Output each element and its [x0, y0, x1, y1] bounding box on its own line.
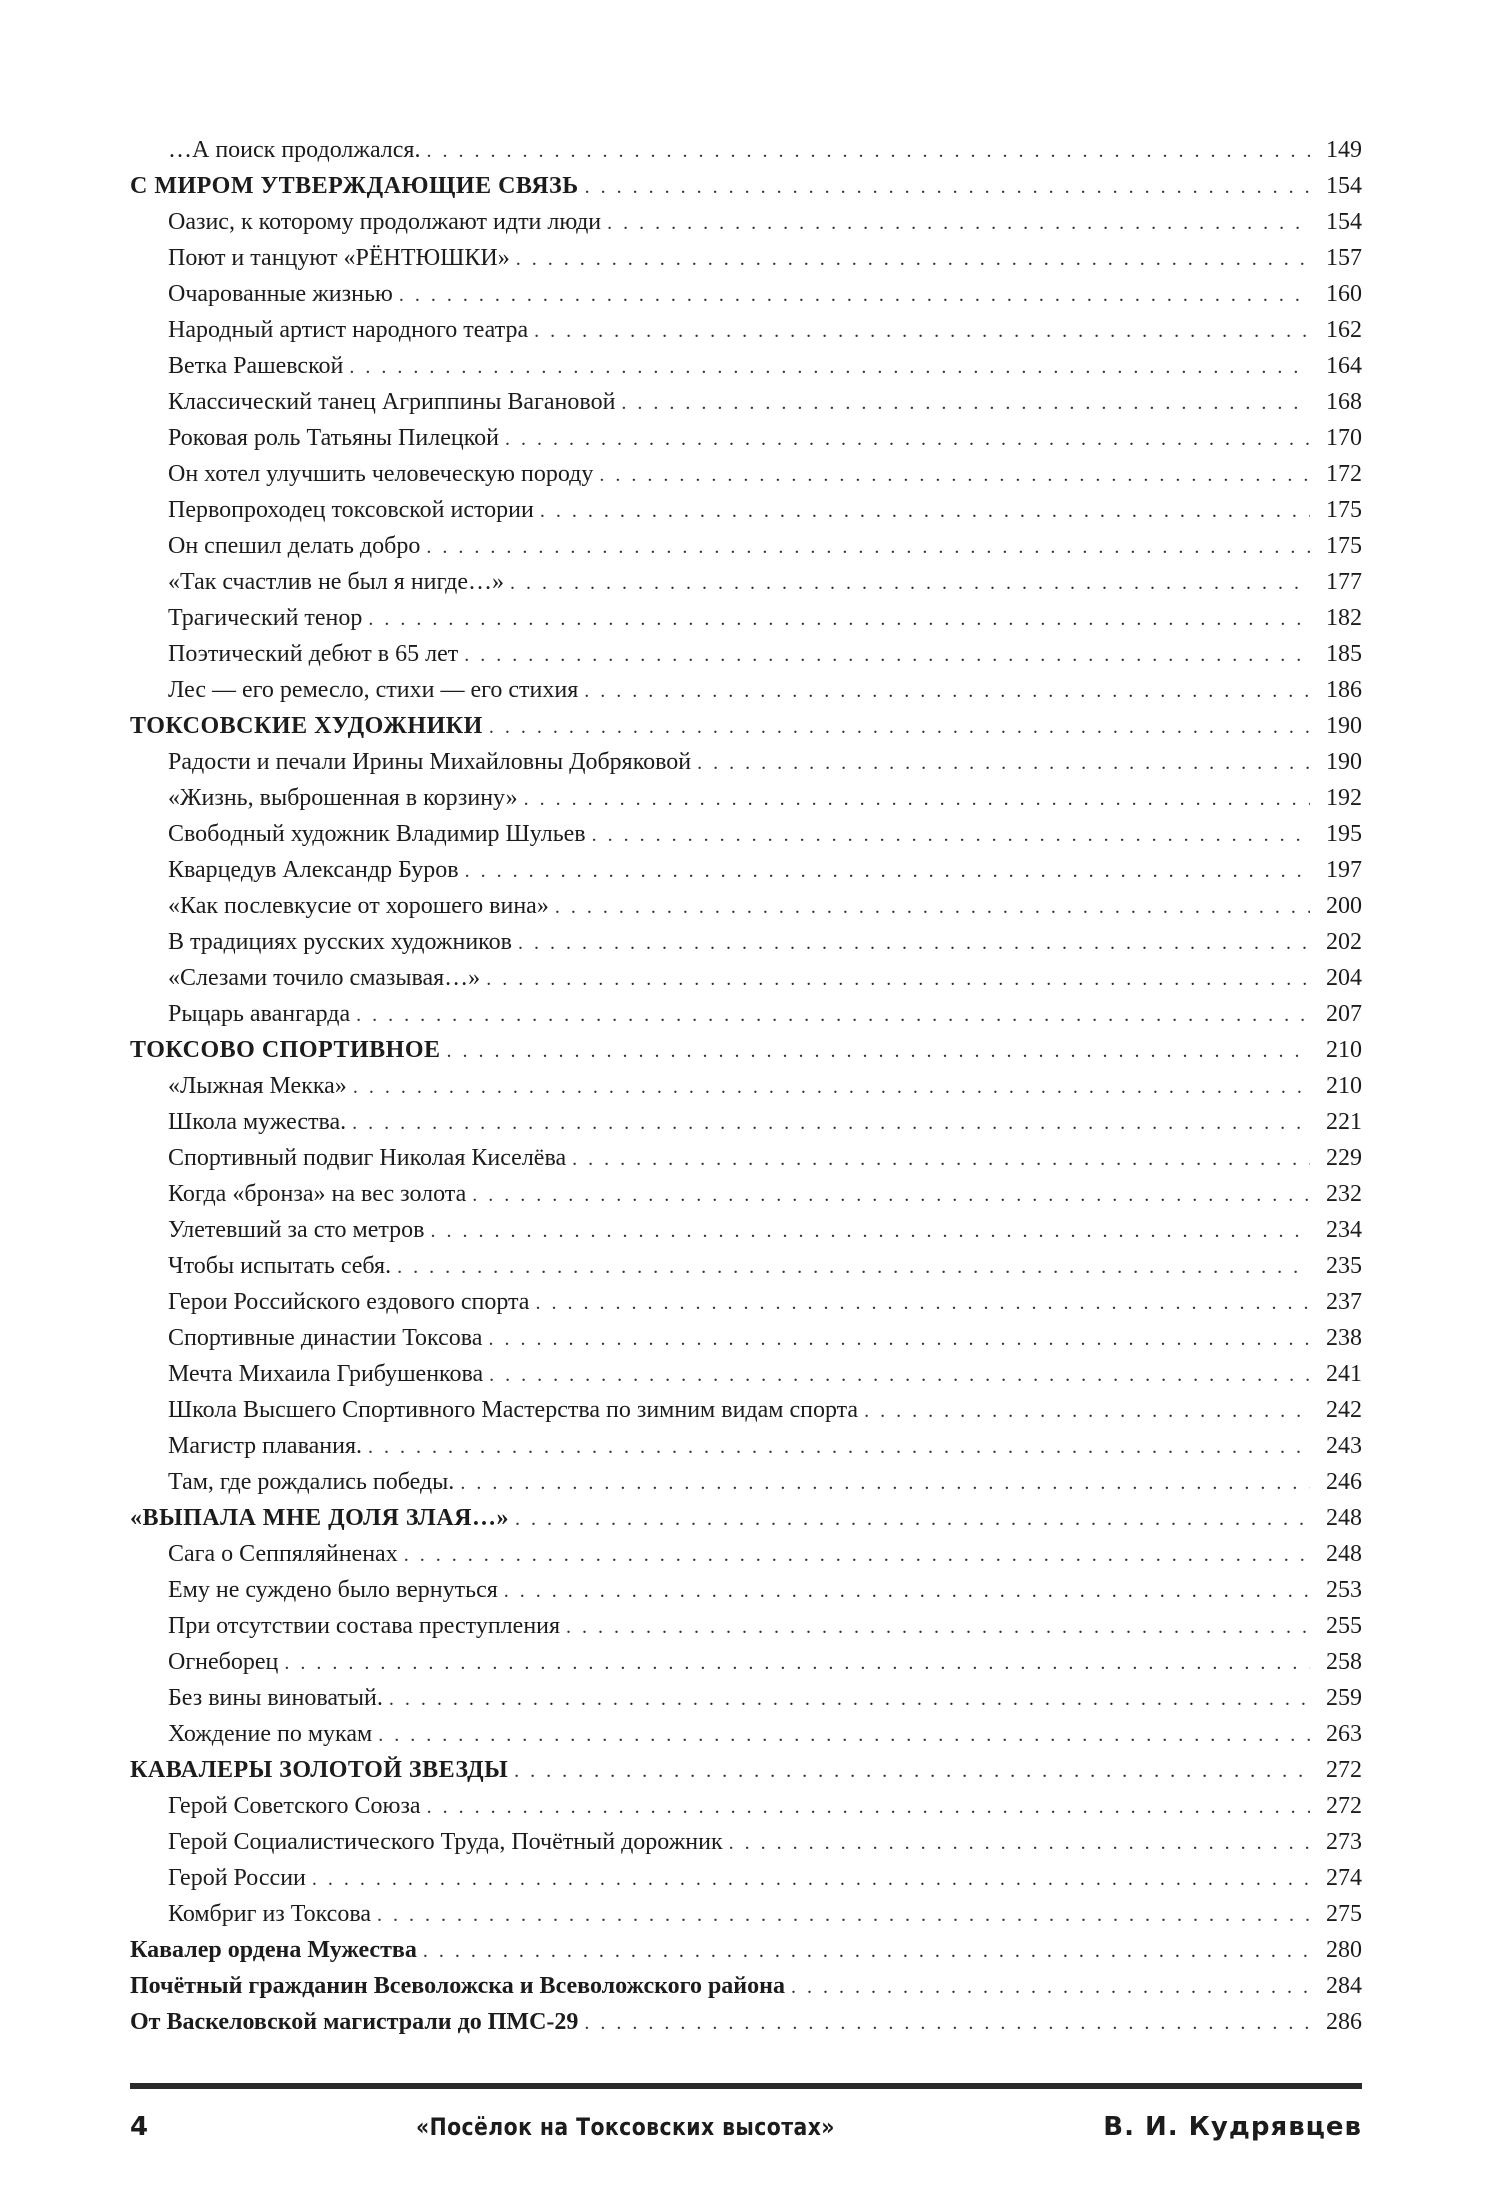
- toc-entry-title: Школа мужества.: [168, 1109, 347, 1135]
- dot-leader: [426, 529, 1310, 565]
- toc-entry-page: 192: [1326, 785, 1362, 811]
- toc-entry-page: 242: [1326, 1397, 1362, 1423]
- toc-entry-page: 248: [1326, 1505, 1362, 1531]
- toc-entry: [130, 1212, 1362, 1248]
- toc-entry-title: Когда «бронза» на вес золота: [168, 1181, 467, 1207]
- toc-entry-page: 241: [1326, 1361, 1362, 1387]
- toc-entry-title: Радости и печали Ирины Михайловны Добряковой: [168, 749, 692, 775]
- toc-entry: [130, 1968, 1362, 2004]
- dot-leader: [312, 1861, 1310, 1897]
- dot-leader: [465, 853, 1310, 889]
- toc-entry-page: 157: [1326, 245, 1362, 271]
- toc-entry-title: Рыцарь авангарда: [168, 1001, 351, 1027]
- toc-entry-page: 190: [1326, 713, 1362, 739]
- dot-leader: [516, 241, 1310, 277]
- toc-entry: [130, 672, 1362, 708]
- toc-entry-title: Школа Высшего Спортивного Мастерства по зимним видам спорта: [168, 1397, 859, 1423]
- toc-entry: [130, 1140, 1362, 1176]
- dot-leader: [352, 1105, 1310, 1141]
- toc-entry: [130, 2004, 1362, 2040]
- toc-entry-page: 186: [1326, 677, 1362, 703]
- toc-entry-title: КАВАЛЕРЫ ЗОЛОТОЙ ЗВЕЗДЫ: [130, 1757, 509, 1783]
- dot-leader: [378, 1717, 1310, 1753]
- toc-entry-page: 182: [1326, 605, 1362, 631]
- dot-leader: [368, 601, 1310, 637]
- toc-entry-page: 175: [1326, 533, 1362, 559]
- toc-entry-title: Чтобы испытать себя.: [168, 1253, 392, 1279]
- toc-entry-page: 273: [1326, 1829, 1362, 1855]
- footer-rule: [130, 2083, 1362, 2089]
- dot-leader: [585, 169, 1310, 205]
- dot-leader: [729, 1825, 1310, 1861]
- toc-entry-page: 177: [1326, 569, 1362, 595]
- dot-leader: [356, 997, 1310, 1033]
- toc-entry-page: 255: [1326, 1613, 1362, 1639]
- toc-entry: [130, 384, 1362, 420]
- toc-entry-title: Он хотел улучшить человеческую породу: [168, 461, 594, 487]
- toc-entry: [130, 1176, 1362, 1212]
- book-title: «Посёлок на Токсовских высотах»: [416, 2113, 836, 2141]
- toc-entry-page: 168: [1326, 389, 1362, 415]
- toc-entry-page: 172: [1326, 461, 1362, 487]
- toc-entry-title: Поют и танцуют «РЁНТЮШКИ»: [168, 245, 510, 271]
- toc-entry-page: 175: [1326, 497, 1362, 523]
- toc-entry-title: Герой Социалистического Труда, Почётный дорожник: [168, 1829, 723, 1855]
- toc-entry-title: Мечта Михаила Грибушенкова: [168, 1361, 484, 1387]
- dot-leader: [397, 1249, 1310, 1285]
- toc-entry-page: 238: [1326, 1325, 1362, 1351]
- toc-entry-title: Огнеборец: [168, 1649, 279, 1675]
- toc-entry-title: «Так счастлив не был я нигде…»: [168, 569, 505, 595]
- dot-leader: [368, 1429, 1310, 1465]
- toc-entry-page: 263: [1326, 1721, 1362, 1747]
- toc-entry: [130, 600, 1362, 636]
- toc-entry-title: Улетевший за сто метров: [168, 1217, 425, 1243]
- dot-leader: [592, 817, 1310, 853]
- toc-entry: [130, 1716, 1362, 1752]
- dot-leader: [426, 133, 1310, 169]
- toc-entry: [130, 996, 1362, 1032]
- dot-leader: [540, 493, 1310, 529]
- toc-entry: [130, 1392, 1362, 1428]
- toc-entry: [130, 1032, 1362, 1068]
- toc-entry-page: 275: [1326, 1901, 1362, 1927]
- dot-leader: [572, 1141, 1310, 1177]
- dot-leader: [389, 1681, 1310, 1717]
- toc-entry-page: 200: [1326, 893, 1362, 919]
- toc-entry-page: 286: [1326, 2009, 1362, 2035]
- toc-entry: [130, 744, 1362, 780]
- toc-entry: [130, 924, 1362, 960]
- toc-entry-title: Сага о Сеппяляйненах: [168, 1541, 398, 1567]
- dot-leader: [514, 1753, 1310, 1789]
- toc-entry: [130, 888, 1362, 924]
- toc-entry-page: 195: [1326, 821, 1362, 847]
- toc-entry: [130, 1464, 1362, 1500]
- toc-entry-page: 210: [1326, 1037, 1362, 1063]
- toc-entry-page: 235: [1326, 1253, 1362, 1279]
- table-of-contents: [130, 132, 1362, 2040]
- toc-entry-page: 162: [1326, 317, 1362, 343]
- toc-entry-page: 246: [1326, 1469, 1362, 1495]
- author-name: В. И. Кудрявцев: [1103, 2112, 1362, 2142]
- toc-entry-title: От Васкеловской магистрали до ПМС-29: [130, 2009, 579, 2035]
- toc-entry: [130, 1896, 1362, 1932]
- toc-entry-page: 253: [1326, 1577, 1362, 1603]
- toc-entry-page: 237: [1326, 1289, 1362, 1315]
- dot-leader: [510, 565, 1310, 601]
- toc-entry: [130, 276, 1362, 312]
- toc-entry-title: Хождение по мукам: [168, 1721, 373, 1747]
- toc-entry-title: Он спешил делать добро: [168, 533, 421, 559]
- toc-entry-title: Классический танец Агриппины Вагановой: [168, 389, 616, 415]
- toc-entry-page: 272: [1326, 1757, 1362, 1783]
- toc-entry-page: 190: [1326, 749, 1362, 775]
- toc-entry-page: 210: [1326, 1073, 1362, 1099]
- toc-entry: [130, 1608, 1362, 1644]
- dot-leader: [791, 1969, 1310, 2005]
- toc-entry-title: Ветка Рашевской: [168, 353, 344, 379]
- toc-entry: [130, 348, 1362, 384]
- toc-entry: [130, 1860, 1362, 1896]
- toc-entry-title: Там, где рождались победы.: [168, 1469, 455, 1495]
- toc-entry: [130, 1644, 1362, 1680]
- toc-entry: [130, 528, 1362, 564]
- dot-leader: [599, 457, 1310, 493]
- toc-entry-title: Почётный гражданин Всеволожска и Всеволожского района: [130, 1973, 785, 1999]
- toc-entry-title: Спортивные династии Токсова: [168, 1325, 483, 1351]
- toc-entry: [130, 204, 1362, 240]
- toc-entry-page: 221: [1326, 1109, 1362, 1135]
- toc-entry-page: 272: [1326, 1793, 1362, 1819]
- dot-leader: [353, 1069, 1310, 1105]
- toc-entry-title: «Слезами точило смазывая…»: [168, 965, 481, 991]
- dot-leader: [534, 313, 1310, 349]
- dot-leader: [607, 205, 1310, 241]
- toc-entry: [130, 132, 1362, 168]
- toc-entry-page: 185: [1326, 641, 1362, 667]
- dot-leader: [621, 385, 1310, 421]
- toc-entry-page: 207: [1326, 1001, 1362, 1027]
- toc-entry-title: Первопроходец токсовской истории: [168, 497, 534, 523]
- toc-entry-title: Народный артист народного театра: [168, 317, 529, 343]
- toc-entry-title: «Жизнь, выброшенная в корзину»: [168, 785, 518, 811]
- dot-leader: [566, 1609, 1310, 1645]
- toc-entry-page: 284: [1326, 1973, 1362, 1999]
- toc-entry-page: 280: [1326, 1937, 1362, 1963]
- dot-leader: [505, 421, 1310, 457]
- toc-entry-page: 154: [1326, 173, 1362, 199]
- toc-entry-page: 197: [1326, 857, 1362, 883]
- dot-leader: [504, 1573, 1310, 1609]
- toc-entry-page: 234: [1326, 1217, 1362, 1243]
- toc-entry: [130, 636, 1362, 672]
- toc-entry-title: Кавалер ордена Мужества: [130, 1937, 417, 1963]
- dot-leader: [489, 709, 1310, 745]
- dot-leader: [349, 349, 1310, 385]
- toc-entry: [130, 852, 1362, 888]
- page-number: 4: [130, 2112, 149, 2142]
- dot-leader: [430, 1213, 1310, 1249]
- toc-entry: [130, 1320, 1362, 1356]
- toc-entry-title: Трагический тенор: [168, 605, 363, 631]
- toc-entry-page: 274: [1326, 1865, 1362, 1891]
- toc-entry-title: Без вины виноватый.: [168, 1685, 383, 1711]
- toc-entry: [130, 1068, 1362, 1104]
- dot-leader: [515, 1501, 1310, 1537]
- toc-entry-title: При отсутствии состава преступления: [168, 1613, 561, 1639]
- toc-entry-title: Оазис, к которому продолжают идти люди: [168, 209, 602, 235]
- toc-entry-title: ТОКСОВСКИЕ ХУДОЖНИКИ: [130, 713, 483, 739]
- toc-entry-page: 229: [1326, 1145, 1362, 1171]
- dot-leader: [489, 1357, 1310, 1393]
- toc-entry-page: 202: [1326, 929, 1362, 955]
- dot-leader: [524, 781, 1310, 817]
- toc-entry: [130, 708, 1362, 744]
- toc-entry-page: 154: [1326, 209, 1362, 235]
- toc-entry-title: «Лыжная Мекка»: [168, 1073, 347, 1099]
- toc-entry-title: Спортивный подвиг Николая Киселёва: [168, 1145, 567, 1171]
- toc-entry-title: Очарованные жизнью: [168, 281, 393, 307]
- toc-entry: [130, 312, 1362, 348]
- dot-leader: [284, 1645, 1310, 1681]
- toc-entry-page: 232: [1326, 1181, 1362, 1207]
- dot-leader: [864, 1393, 1310, 1429]
- toc-entry-page: 204: [1326, 965, 1362, 991]
- toc-entry-title: Ему не суждено было вернуться: [168, 1577, 498, 1603]
- dot-leader: [486, 961, 1310, 997]
- toc-entry: [130, 1248, 1362, 1284]
- toc-entry-title: Лес — его ремесло, стихи — его стихия: [168, 677, 579, 703]
- toc-entry-title: Герой Советского Союза: [168, 1793, 421, 1819]
- toc-entry: [130, 420, 1362, 456]
- dot-leader: [555, 889, 1310, 925]
- toc-entry-page: 149: [1326, 137, 1362, 163]
- toc-entry-page: 170: [1326, 425, 1362, 451]
- toc-entry-page: 259: [1326, 1685, 1362, 1711]
- toc-entry-title: Герой России: [168, 1865, 306, 1891]
- toc-entry-title: ТОКСОВО СПОРТИВНОЕ: [130, 1037, 441, 1063]
- dot-leader: [518, 925, 1310, 961]
- toc-entry-page: 258: [1326, 1649, 1362, 1675]
- dot-leader: [488, 1321, 1310, 1357]
- toc-entry-title: …А поиск продолжался.: [168, 137, 421, 163]
- toc-entry-title: Поэтический дебют в 65 лет: [168, 641, 459, 667]
- toc-entry: [130, 1104, 1362, 1140]
- toc-entry: [130, 1356, 1362, 1392]
- toc-entry: [130, 816, 1362, 852]
- toc-entry-title: Кварцедув Александр Буров: [168, 857, 459, 883]
- toc-entry-page: 248: [1326, 1541, 1362, 1567]
- toc-entry: [130, 456, 1362, 492]
- toc-entry-title: Магистр плавания.: [168, 1433, 362, 1459]
- dot-leader: [472, 1177, 1310, 1213]
- toc-entry: [130, 1284, 1362, 1320]
- toc-entry-page: 160: [1326, 281, 1362, 307]
- toc-entry-title: С МИРОМ УТВЕРЖДАЮЩИЕ СВЯЗЬ: [130, 173, 579, 199]
- dot-leader: [584, 673, 1310, 709]
- toc-entry: [130, 1788, 1362, 1824]
- toc-entry-title: «ВЫПАЛА МНЕ ДОЛЯ ЗЛАЯ…»: [130, 1505, 509, 1531]
- dot-leader: [423, 1933, 1310, 1969]
- toc-entry-title: В традициях русских художников: [168, 929, 512, 955]
- dot-leader: [427, 1789, 1310, 1825]
- toc-entry: [130, 960, 1362, 996]
- toc-entry: [130, 1752, 1362, 1788]
- dot-leader: [584, 2005, 1310, 2041]
- dot-leader: [535, 1285, 1310, 1321]
- toc-entry: [130, 564, 1362, 600]
- dot-leader: [464, 637, 1310, 673]
- toc-entry: [130, 780, 1362, 816]
- dot-leader: [697, 745, 1310, 781]
- toc-entry-title: Герои Российского ездового спорта: [168, 1289, 530, 1315]
- dot-leader: [399, 277, 1310, 313]
- toc-entry: [130, 1824, 1362, 1860]
- toc-entry: [130, 1500, 1362, 1536]
- toc-entry: [130, 1572, 1362, 1608]
- dot-leader: [460, 1465, 1310, 1501]
- toc-entry: [130, 1536, 1362, 1572]
- toc-entry-title: Комбриг из Токсова: [168, 1901, 372, 1927]
- toc-entry: [130, 1932, 1362, 1968]
- toc-entry: [130, 168, 1362, 204]
- toc-entry-title: «Как послевкусие от хорошего вина»: [168, 893, 549, 919]
- page-footer: [130, 2107, 1362, 2147]
- toc-entry-title: Роковая роль Татьяны Пилецкой: [168, 425, 499, 451]
- toc-entry-page: 164: [1326, 353, 1362, 379]
- toc-entry: [130, 492, 1362, 528]
- dot-leader: [447, 1033, 1311, 1069]
- toc-entry: [130, 1428, 1362, 1464]
- toc-entry-title: Свободный художник Владимир Шульев: [168, 821, 586, 847]
- dot-leader: [377, 1897, 1310, 1933]
- dot-leader: [404, 1537, 1310, 1573]
- toc-entry-page: 243: [1326, 1433, 1362, 1459]
- toc-entry: [130, 240, 1362, 276]
- toc-entry: [130, 1680, 1362, 1716]
